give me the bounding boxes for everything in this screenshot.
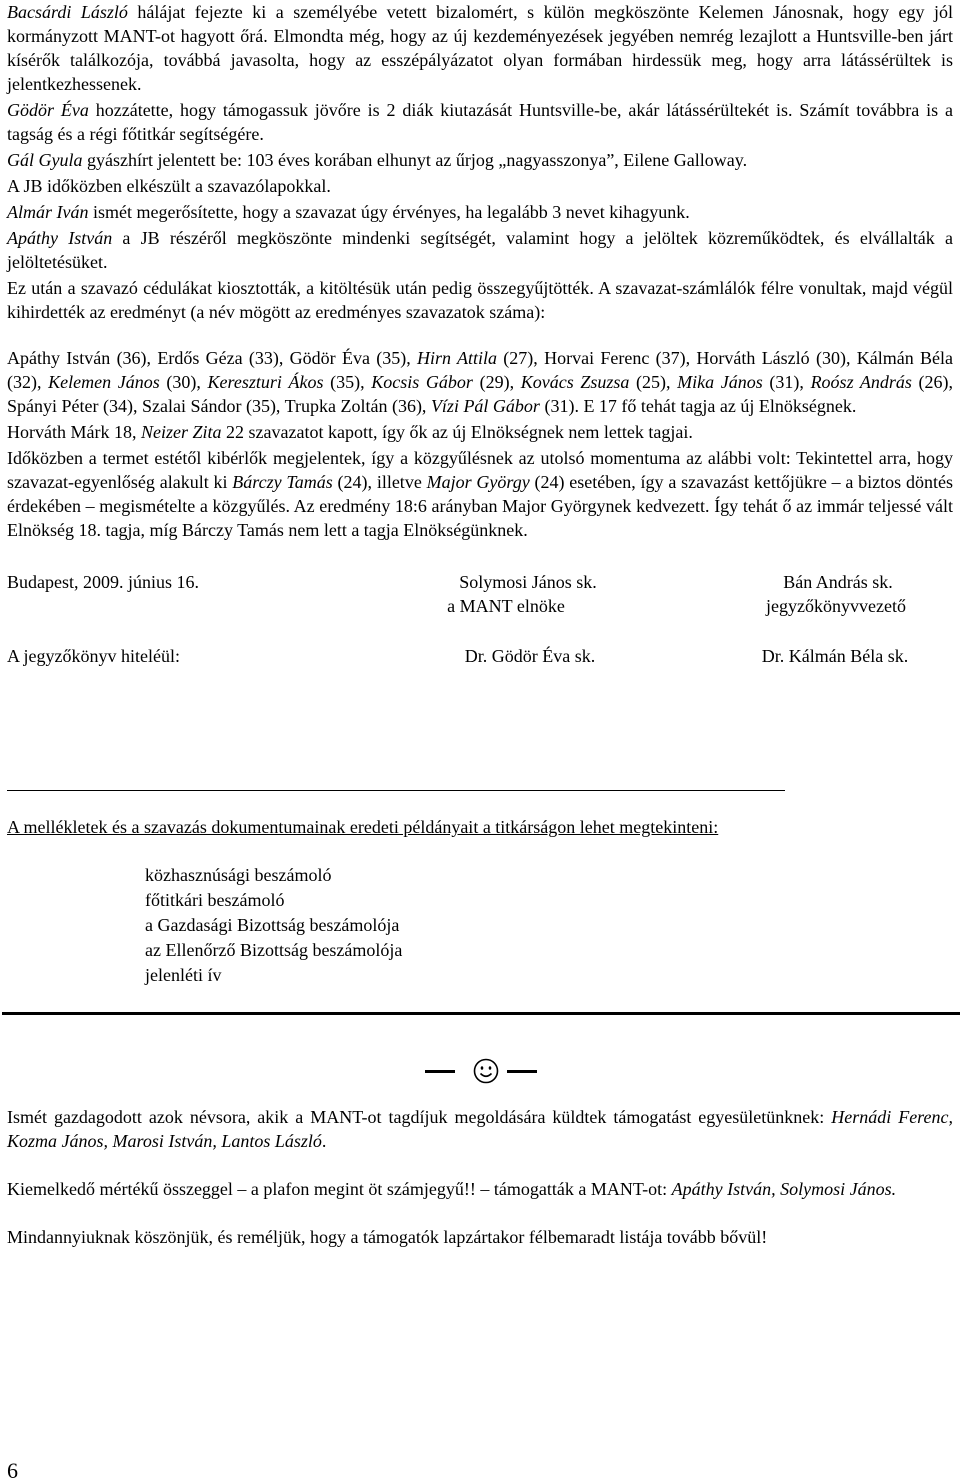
paragraph-major-supporters: Kiemelkedő mértékű összeggel – a plafon megint öt számjegyű!! – támogatták a MANT-ot: Apáthy István, Solymosi János. xyxy=(7,1179,897,1199)
annex-title: A mellékletek és a szavazás dokumentumainak eredeti példányait a titkárságon lehet megtekinteni: xyxy=(7,817,719,837)
paragraph-jb: A JB időközben elkészült a szavazólapokkal. xyxy=(7,176,331,196)
signer-president-name: Solymosi János sk. xyxy=(459,572,597,592)
dash-left xyxy=(425,1070,455,1073)
paragraph-tiebreak: Időközben a termet estétől kibérlők megjelentek, így a közgyűlésnek az utolsó momentuma az alábbi volt: Tekintettel arra, hogy szavazat-egyenlőség alakult ki Bárczy Tamás (24), illetve Major György (24) esetében, így a szavazást kettőjükre – a biztos döntés érdekében – megismételte a közgyűlés. Az eredmény 18:6 arányban Major Györgynek kedvezett. Így tehát ő az immár teljessé vált Elnökség 18. tagja, míg Bárczy Tamás nem lett a tagja Elnökségünknek. xyxy=(7,448,953,540)
place-date: Budapest, 2009. június 16. xyxy=(7,572,199,592)
person-name: Gál Gyula xyxy=(7,150,83,170)
person-name: Apáthy István xyxy=(7,228,113,248)
dash-right xyxy=(507,1070,537,1073)
paragraph-results: Apáthy István (36), Erdős Géza (33), Gödör Éva (35), Hirn Attila (27), Horvai Ferenc (37), Horváth László (30), Kálmán Béla (32), Kelemen János (30), Kereszturi Ákos (35), Kocsis Gábor (29), Kovács Zsuzsa (25), Mika János (31), Roósz András (26), Spányi Péter (34), Szalai Sándor (35), Trupka Zoltán (36), Vízi Pál Gábor (31). E 17 fő tehát tagja az új Elnökségnek. xyxy=(7,348,954,416)
annex-item: közhasznúsági beszámoló xyxy=(145,865,332,885)
authentication-row xyxy=(7,644,953,668)
authenticator-2: Dr. Kálmán Béla sk. xyxy=(761,646,909,666)
annex-list xyxy=(145,863,402,988)
person-name: Gödör Éva xyxy=(7,100,89,120)
supporters-section xyxy=(7,1105,953,1249)
paragraph-gal: Gál Gyula gyászhírt jelentett be: 103 éves korában elhunyt az űrjog „nagyasszonya”, Eilene Galloway. xyxy=(7,150,748,170)
person-name: Almár Iván xyxy=(7,202,89,222)
signer-secretary-role: jegyzőkönyvvezető xyxy=(766,596,906,616)
signature-role-row xyxy=(7,594,953,618)
person-name: Bacsárdi László xyxy=(7,2,128,22)
section-divider xyxy=(2,1012,960,1015)
paragraph-bacsardi: Bacsárdi László hálájat fejezte ki a személyébe vetett bizalomért, s külön megköszönte Kelemen Jánosnak, hogy egy jól kormányzott MANT-ot hagyott őrá. Elmondta még, hogy az új kezdeményezések jegyében nemrég lezajlott a Huntsville-ben járt kísérők találkozója, továbbá javasolta, hogy az esszépályázatot olyan formában hirdessük meg, hogy arra látássérültek is jelentkezhessenek. xyxy=(7,2,953,94)
paragraph-almar: Almár Iván ismét megerősítette, hogy a szavazat úgy érvényes, ha legalább 3 nevet kihagyunk. xyxy=(7,202,690,222)
signer-secretary-name: Bán András sk. xyxy=(783,572,893,592)
paragraph-not-elected: Horváth Márk 18, Neizer Zita 22 szavazatot kapott, így ők az új Elnökségnek nem lettek tagjai. xyxy=(7,422,693,442)
annex-item: a Gazdasági Bizottság beszámolója xyxy=(145,915,400,935)
paragraph-apathy: Apáthy István a JB részéről megköszönte mindenki segítségét, valamint hogy a jelöltek közreműködtek, és elvállalták a jelöltetésüket. xyxy=(7,228,953,272)
annex-item: az Ellenőrző Bizottság beszámolója xyxy=(145,940,403,960)
divider-line xyxy=(7,790,785,791)
authenticator-1: Dr. Gödör Éva sk. xyxy=(464,646,596,666)
paragraph-godor: Gödör Éva hozzátette, hogy támogassuk jövőre is 2 diák kiutazását Huntsville-be, akár látássérültekét is. Számít továbbra is a tagság és a régi főtitkár segítségére. xyxy=(7,100,953,144)
smiley-icon xyxy=(473,1058,499,1084)
signature-row xyxy=(7,570,953,594)
annex-item: jelenléti ív xyxy=(145,965,222,985)
smiley-separator xyxy=(7,1056,953,1086)
annex-item: főtitkári beszámoló xyxy=(145,890,285,910)
page-number: 6 xyxy=(7,1458,18,1483)
signer-president-role: a MANT elnöke xyxy=(447,596,565,616)
paragraph-thanks: Mindannyiuknak köszönjük, és reméljük, hogy a támogatók lapzártakor félbemaradt listája tovább bővül! xyxy=(7,1227,768,1247)
paragraph-supporters: Ismét gazdagodott azok névsora, akik a MANT-ot tagdíjuk megoldására küldtek támogatást egyesületünknek: Hernádi Ferenc, Kozma János, Marosi István, Lantos László. xyxy=(7,1107,953,1151)
authentication-label: A jegyzőkönyv hiteléül: xyxy=(7,646,180,666)
paragraph-voting: Ez után a szavazó cédulákat kiosztották, a kitöltésük után pedig összegyűjtötték. A szavazat-számlálók félre vonultak, majd végül kihirdették az eredményt (a név mögött az eredményes szavazatok száma): xyxy=(7,278,953,322)
document-page xyxy=(7,0,953,668)
